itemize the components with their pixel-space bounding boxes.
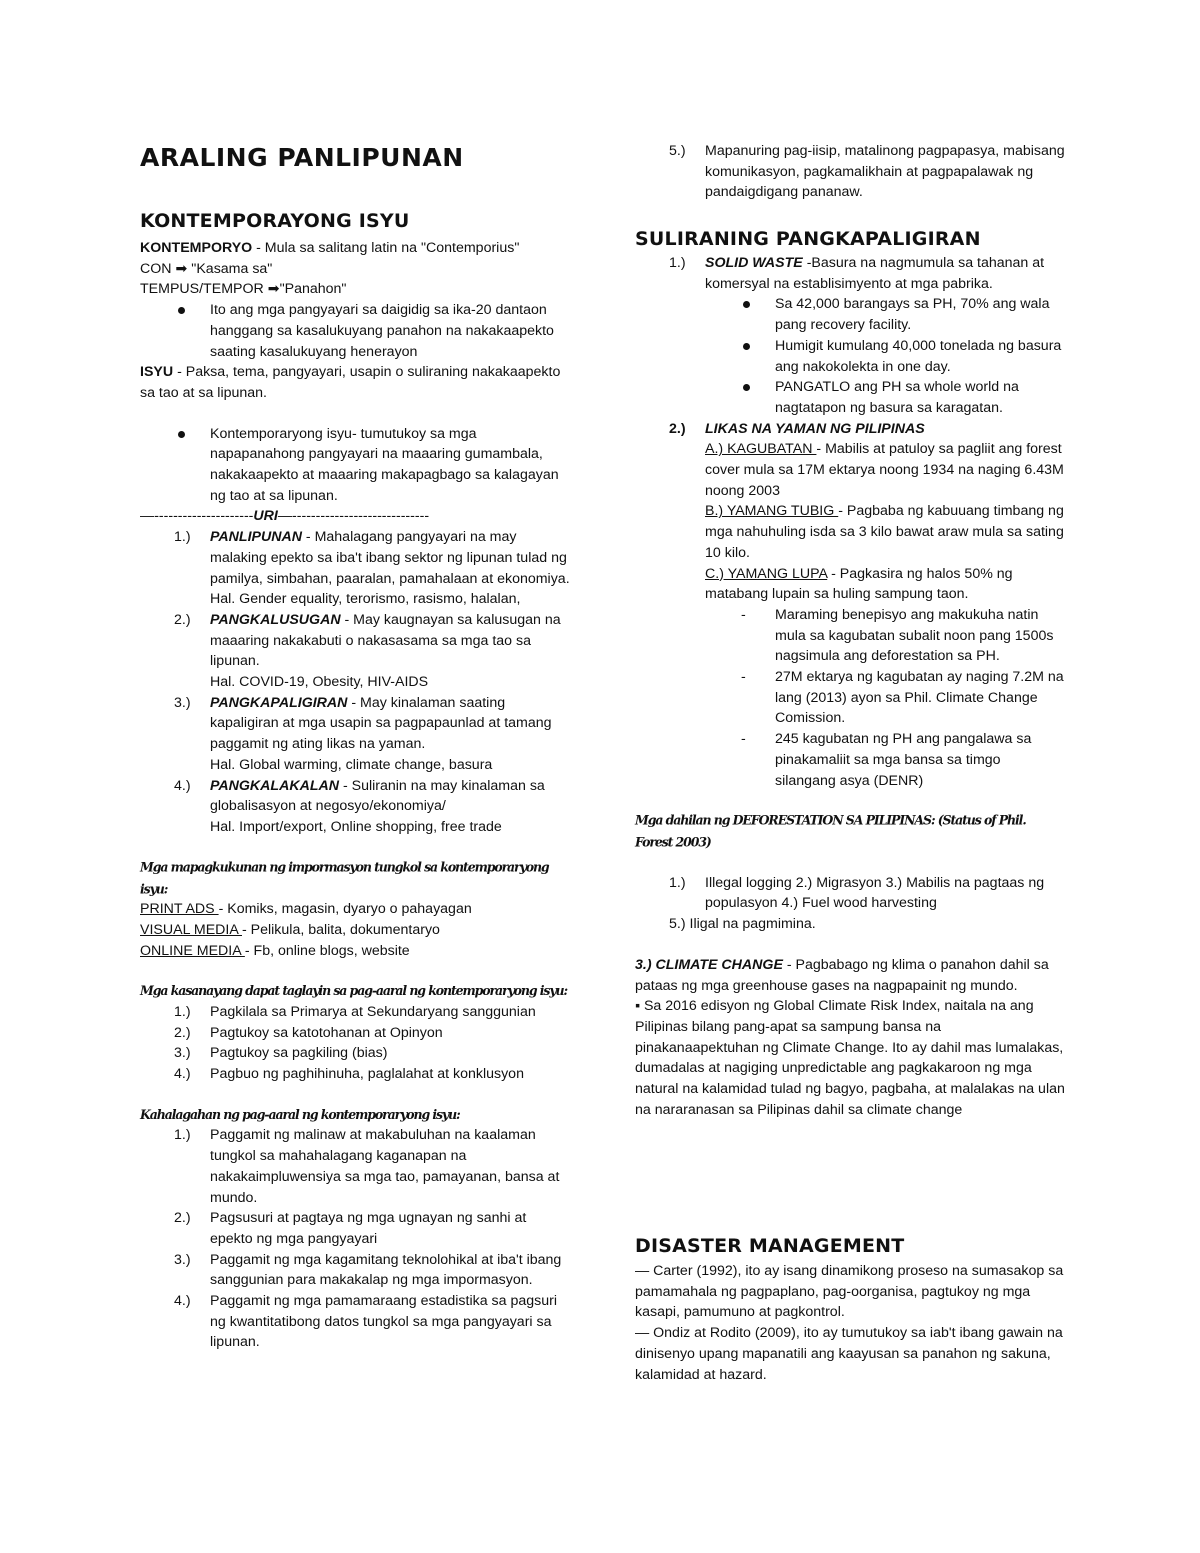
media-item xyxy=(140,899,570,920)
importance-item xyxy=(140,1208,570,1249)
bullet-item xyxy=(140,300,570,362)
yamang-tubig-entry xyxy=(635,501,1065,563)
uri-item-term: PANLIPUNAN xyxy=(210,529,302,546)
bullet-dot-icon xyxy=(178,431,185,438)
uri-item-body xyxy=(210,612,561,669)
uri-divider xyxy=(140,506,570,527)
uri-item-example: Hal. Global warming, climate change, basura xyxy=(210,756,493,773)
climate-change-para xyxy=(635,955,1065,996)
importance-item xyxy=(140,1250,570,1291)
deforestation-causes xyxy=(635,873,1065,914)
list-number: 1.) xyxy=(174,1127,191,1144)
deforestation-fact xyxy=(635,729,1065,791)
ondiz-definition: — Ondiz at Rodito (2009), ito ay tumutukoy sa iab't ibang gawain na dinisenyo upang mapanatili ang kaayusan sa panahon ng sakuna, kalamidad at hazard. xyxy=(635,1325,1063,1383)
dash-marker: - xyxy=(741,731,746,748)
uri-label: URI xyxy=(253,508,278,525)
kagubatan-entry xyxy=(635,439,1065,501)
list-text: Paggamit ng malinaw at makabuluhan na kaalaman tungkol sa mahahalagang kaganapan na nakakaimpluwensiya sa mga tao, pamayanan, bansa at mundo. xyxy=(210,1127,560,1206)
list-number: 3.) xyxy=(174,694,191,711)
uri-item-text: - Mahalagang pangyayari na may malaking epekto sa iba't ibang sektor ng lipunan tulad ng pamilya, simbahan, paaralan, pamahalaan at ekonomiya. xyxy=(210,529,570,587)
uri-item-text: - May kaugnayan sa kalusugan na maaaring nakakabuti o nakasasama sa mga tao sa lipunan. xyxy=(210,611,561,670)
likas-yaman-item xyxy=(635,419,1065,440)
uri-item-body xyxy=(210,695,552,752)
uri-item-term: PANGKALAKALAN xyxy=(210,777,339,794)
carter-definition: — Carter (1992), ito ay isang dinamikong proseso na sumasakop sa pamamahala ng pagpaplano, pag-oorganisa, pagtukoy ng mga kasapi, pamumuno at pagkontrol. xyxy=(635,1263,1064,1321)
skill-item xyxy=(140,1002,570,1023)
uri-item-example: Hal. COVID-19, Obesity, HIV-AIDS xyxy=(210,674,429,691)
importance-list xyxy=(140,1125,570,1353)
media-heading: Mga mapagkukunan ng impormasyon tungkol sa kontemporaryong isyu: xyxy=(140,858,549,897)
skill-item xyxy=(140,1064,570,1085)
deforestation-cause-5 xyxy=(635,914,1065,935)
media-text: - Komiks, magasin, dyaryo o pahayagan xyxy=(218,901,472,918)
bullet-item xyxy=(140,424,570,507)
media-item xyxy=(140,941,570,962)
fact-text: 27M ektarya ng kagubatan ay naging 7.2M na lang (2013) ayon sa Phil. Climate Change Comission. xyxy=(775,669,1064,727)
media-text: - Fb, online blogs, website xyxy=(244,942,410,959)
media-term: ONLINE MEDIA xyxy=(140,942,245,959)
uri-item xyxy=(140,610,570,672)
deforestation-facts xyxy=(635,605,1065,791)
con-line: CON ➡ "Kasama sa" xyxy=(140,260,273,277)
list-text: Pagtukoy sa pagkiling (bias) xyxy=(210,1045,388,1062)
list-number: 2.) xyxy=(174,1024,191,1041)
list-number: 1.) xyxy=(669,255,686,271)
climate-change-term: 3.) CLIMATE CHANGE xyxy=(635,956,783,973)
list-number: 2.) xyxy=(174,1210,191,1227)
media-item xyxy=(140,920,570,941)
deforestation-cause-5-text: 5.) Iligal na pagmimina. xyxy=(669,916,816,933)
list-item xyxy=(635,141,1065,203)
dash-marker: - xyxy=(741,669,746,686)
heading-kontemporayong-isyu: KONTEMPORAYONG ISYU xyxy=(140,210,410,232)
heading-disaster-management: DISASTER MANAGEMENT xyxy=(635,1235,905,1257)
isyu-line xyxy=(140,362,570,403)
list-number: 3.) xyxy=(174,1251,191,1268)
kagubatan-text: - Mabilis at patuloy sa pagliit ang forest cover mula sa 17M ektarya noong 1934 na naging 6.43M noong 2003 xyxy=(705,441,1064,499)
page-title: ARALING PANLIPUNAN xyxy=(140,143,464,172)
right-item-5 xyxy=(635,141,1065,203)
kontemporyo-text: - Mula sa salitang latin na "Contemporius" xyxy=(252,240,520,256)
kagubatan-term: A.) KAGUBATAN xyxy=(705,441,817,458)
solid-waste-text: -Basura na nagmumula sa tahanan at komersyal na establisimyento at mga pabrika. xyxy=(705,255,1045,292)
skill-item xyxy=(140,1023,570,1044)
solid-waste-bullet xyxy=(635,294,1065,335)
bullet-text: Ito ang mga pangyayari sa daigidig sa ika-20 dantaon hanggang sa kasalukuyang panahon na nakakaapekto saating kasalukuyang henerayon xyxy=(210,302,554,360)
bullet-dot-icon xyxy=(743,301,750,308)
yamang-lupa-term: C.) YAMANG LUPA xyxy=(705,565,828,582)
uri-divider-right: —----------------------------- xyxy=(277,508,430,525)
solid-waste-bullet xyxy=(635,377,1065,418)
media-text: - Pelikula, balita, dokumentaryo xyxy=(241,921,440,938)
skills-list xyxy=(140,1002,570,1085)
bullet-text: Humigit kumulang 40,000 tonelada ng basura ang nakokolekta in one day. xyxy=(775,337,1062,375)
fact-text: 245 kagubatan ng PH ang pangalawa sa pinakamaliit sa mga bansa sa timgo silangang asya (DENR) xyxy=(775,731,1032,789)
list-text: Pagsusuri at pagtaya ng mga ugnayan ng sanhi at epekto ng mga pangyayari xyxy=(210,1210,527,1247)
yamang-tubig-text: - Pagbaba ng kabuuang timbang ng mga nahuhuling isda sa 3 kilo bawat araw mula sa sating 10 kilo. xyxy=(705,503,1064,561)
isyu-text: - Paksa, tema, pangyayari, usapin o suliraning nakakaapekto sa tao at sa lipunan. xyxy=(140,364,561,401)
uri-divider-left: —--------------------- xyxy=(140,508,254,525)
bullet-dot-icon xyxy=(178,307,185,314)
uri-item-body xyxy=(210,778,545,815)
bullet-text: PANGATLO ang PH sa whole world na nagtatapon ng basura sa karagatan. xyxy=(775,379,1019,416)
climate-risk-para: ▪ Sa 2016 edisyon ng Global Climate Risk Index, naitala na ang Pilipinas bilang pang-apat sa sampung bansa na pinakanaapektuhan ng Climate Change. Ito ay dahil mas lumalakas, dumadalas at nagiging unpredictable ang pagkakaroon ng mga natural na kalamidad tulad ng bagyo, pagbaha, at malalakas na ulan na nararanasan sa Pilipinas dahil sa climate change xyxy=(635,998,1065,1118)
importance-item xyxy=(140,1125,570,1208)
uri-item xyxy=(140,776,570,817)
isyu-term: ISYU xyxy=(140,364,174,381)
list-text: Mapanuring pag-iisip, matalinong pagpapasya, mabisang komunikasyon, pagkamalikhain at pagpapalawak ng pandaigdigang pananaw. xyxy=(705,143,1065,201)
yamang-lupa-entry xyxy=(635,564,1065,605)
disaster-section xyxy=(635,1261,1065,1385)
media-term: PRINT ADS xyxy=(140,901,219,918)
likas-yaman-term: LIKAS NA YAMAN NG PILIPINAS xyxy=(705,420,925,437)
uri-item-text: - Suliranin na may kinalaman sa globalisasyon at negosyo/ekonomiya/ xyxy=(210,777,545,815)
list-number: 5.) xyxy=(669,143,686,159)
list-number: 2.) xyxy=(174,611,191,628)
uri-item-example: Hal. Import/export, Online shopping, free trade xyxy=(210,818,502,835)
list-number: 4.) xyxy=(174,1293,191,1310)
solid-waste-bullets xyxy=(635,294,1065,418)
deforestation-fact xyxy=(635,667,1065,729)
uri-item-term: PANGKALUSUGAN xyxy=(210,611,341,628)
uri-item-body xyxy=(210,529,570,586)
list-number: 4.) xyxy=(174,777,191,794)
uri-item-text: - May kinalaman saating kapaligiran at mga usapin sa pagpapaunlad at tamang paggamit ng ating likas na yaman. xyxy=(210,694,552,753)
importance-item xyxy=(140,1291,570,1353)
solid-waste-term: SOLID WASTE xyxy=(705,255,803,271)
fact-text: Maraming benepisyo ang makukuha natin mula sa kagubatan subalit noon pang 1500s nagsimula ang deforestation sa PH. xyxy=(775,606,1054,665)
importance-heading: Kahalagahan ng pag-aaral ng kontemporaryong isyu: xyxy=(140,1106,460,1123)
yamang-lupa-text: - Pagkasira ng halos 50% ng matabang lupain sa huling sampung taon. xyxy=(705,565,1013,603)
media-list xyxy=(140,899,570,961)
uri-list xyxy=(140,527,570,838)
bullet-dot-icon xyxy=(743,384,750,391)
dash-marker: - xyxy=(741,606,746,623)
uri-item xyxy=(140,693,570,755)
list-number: 1.) xyxy=(174,529,191,546)
deforestation-fact xyxy=(635,605,1065,667)
deforestation-causes-text: Illegal logging 2.) Migrasyon 3.) Mabilis na pagtaas ng populasyon 4.) Fuel wood harvesting xyxy=(705,874,1045,912)
skill-item xyxy=(140,1043,570,1064)
list-text: Paggamit ng mga pamamaraang estadistika sa pagsuri ng kwantitatibong datos tungkol sa mga pangyayari sa lipunan. xyxy=(210,1293,557,1351)
bullet-text: Sa 42,000 barangays sa PH, 70% ang wala pang recovery facility. xyxy=(775,296,1050,334)
kontemporyo-line xyxy=(140,238,570,259)
kontemporyo-term: KONTEMPORYO xyxy=(140,240,253,256)
uri-item-example: Hal. Gender equality, terorismo, rasismo, halalan, xyxy=(210,591,521,608)
bullet-text: Kontemporaryong isyu- tumutukoy sa mga napapanahong pangyayari na maaaring gumambala, nakakaapekto at maaaring makapagbago sa kalagayan ng tao at sa lipunan. xyxy=(210,425,559,504)
uri-item-term: PANGKAPALIGIRAN xyxy=(210,694,348,711)
list-text: Pagbuo ng paghihinuha, paglalahat at konklusyon xyxy=(210,1066,524,1083)
yamang-tubig-term: B.) YAMANG TUBIG xyxy=(705,503,839,520)
suliranin-section xyxy=(635,253,1065,1120)
list-number: 1.) xyxy=(669,874,686,891)
solid-waste-bullet xyxy=(635,336,1065,377)
list-number: 3.) xyxy=(174,1045,191,1062)
list-text: Pagkilala sa Primarya at Sekundaryang sanggunian xyxy=(210,1003,536,1020)
bullet-dot-icon xyxy=(743,343,750,350)
kontemporyo-definition xyxy=(140,238,570,1353)
climate-change-text: - Pagbabago ng klima o panahon dahil sa pataas ng mga greenhouse gases na nagpapainit ng mundo. xyxy=(635,956,1049,994)
list-text: Paggamit ng mga kagamitang teknolohikal at iba't ibang sanggunian para makakalap ng mga impormasyon. xyxy=(210,1251,562,1289)
list-number: 4.) xyxy=(174,1066,191,1083)
skills-heading: Mga kasanayang dapat taglayin sa pag-aaral ng kontemporaryong isyu: xyxy=(140,982,568,999)
list-text: Pagtukoy sa katotohanan at Opinyon xyxy=(210,1024,443,1041)
list-number: 2.) xyxy=(669,420,686,437)
tempus-line: TEMPUS/TEMPOR ➡"Panahon" xyxy=(140,281,347,298)
uri-item xyxy=(140,527,570,589)
media-term: VISUAL MEDIA xyxy=(140,921,242,938)
solid-waste-item xyxy=(635,253,1065,294)
heading-suliraning-pangkapaligiran: SULIRANING PANGKAPALIGIRAN xyxy=(635,228,981,250)
list-number: 1.) xyxy=(174,1003,191,1020)
deforestation-heading: Mga dahilan ng DEFORESTATION SA PILIPINAS: (Status of Phil. Forest 2003) xyxy=(635,812,1026,850)
